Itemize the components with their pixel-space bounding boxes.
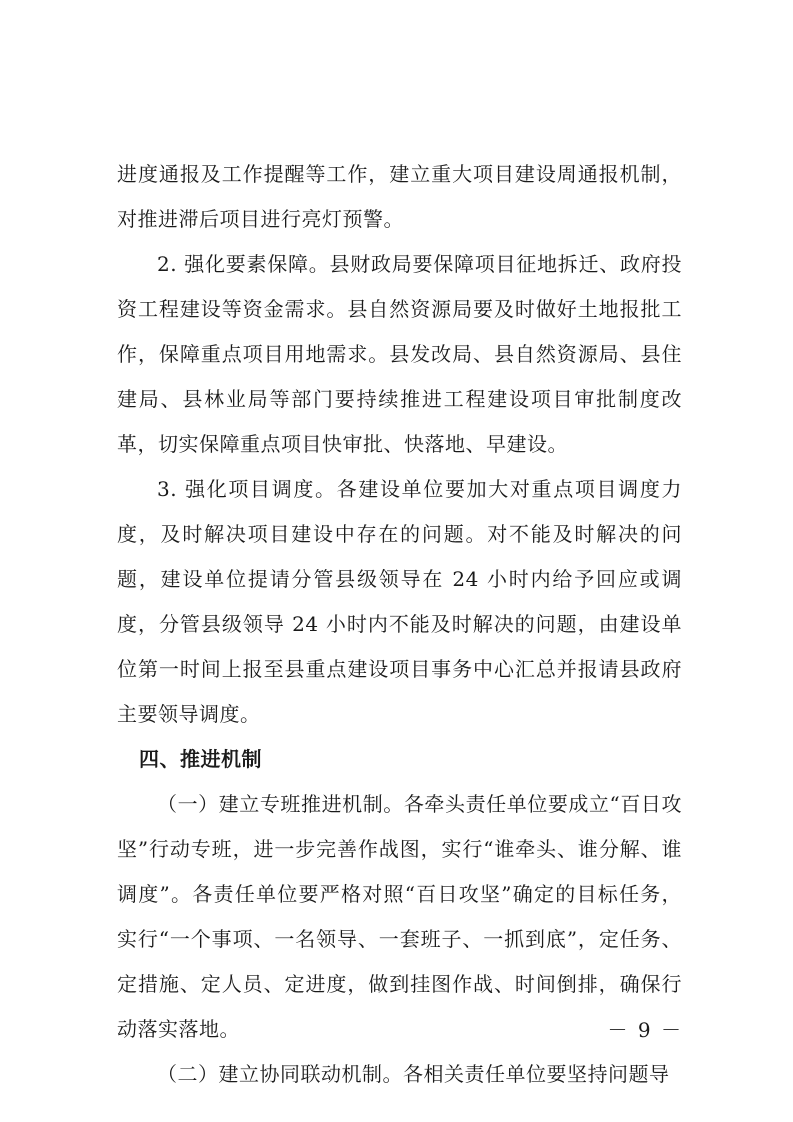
continuation-paragraph: 进度通报及工作提醒等工作，建立重大项目建设周通报机制，对推进滞后项目进行亮灯预警。 — [117, 162, 682, 231]
section-heading: 四、推进机制 — [139, 747, 262, 771]
subsection-2-label: （二） — [157, 1062, 219, 1086]
item-2-paragraph: 2. 强化要素保障。县财政局要保障项目征地拆迁、政府投资工程建设等资金需求。县自然资源局要及时做好土地报批工作，保障重点项目用地需求。县发改局、县自然资源局、县住建局、县林业局等部门要持续推进工程建设项目审批制度改革，切实保障重点项目快审批、快落地、早建设。 — [117, 252, 682, 456]
page-number-container — [0, 1014, 793, 1043]
subsection-1-paragraph — [117, 782, 682, 1052]
subsection-2-paragraph — [117, 1052, 682, 1097]
document-body — [117, 152, 682, 1097]
page-number: － 9 － — [607, 1018, 683, 1042]
subsection-1-text: 建立专班推进机制。各牵头责任单位要成立“百日攻坚”行动专班，进一步完善作战图，实行“谁牵头、谁分解、谁调度”。各责任单位要严格对照“百日攻坚”确定的目标任务，实行“一个事项、一名领导、一套班子、一抓到底”，定任务、定措施、定人员、定进度，做到挂图作战、时间倒排，确保行动落实落地。 — [117, 792, 682, 1041]
subsection-1-label: （一） — [157, 792, 219, 816]
subsection-2-text: 建立协同联动机制。各相关责任单位要坚持问题导 — [218, 1062, 670, 1086]
item-3-paragraph: 3. 强化项目调度。各建设单位要加大对重点项目调度力度，及时解决项目建设中存在的问题。对不能及时解决的问题，建设单位提请分管县级领导在 24 小时内给予回应或调度，分管县级领导 24 小时内不能及时解决的问题，由建设单位第一时间上报至县重点建设项目事务中心汇总并报请县政府主要领导调度。 — [117, 477, 682, 726]
